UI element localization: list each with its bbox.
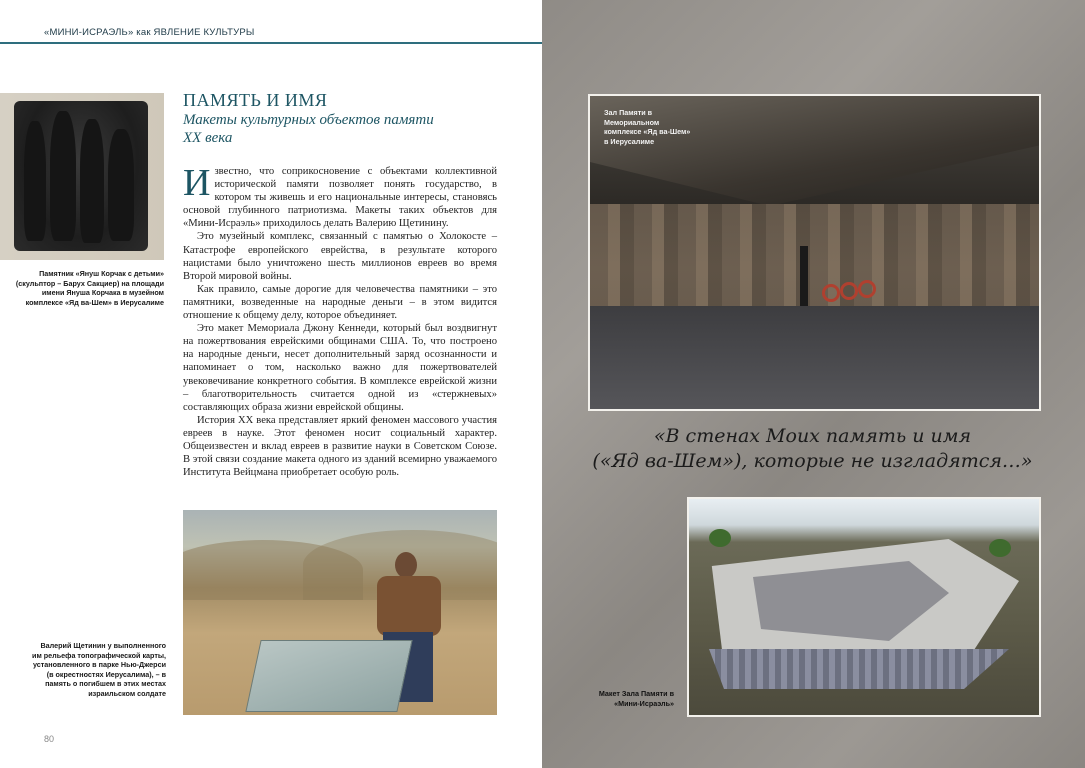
page-number: 80 [44, 734, 55, 744]
person-head [395, 552, 417, 578]
plant [709, 529, 731, 547]
dropcap: И [183, 162, 211, 204]
valery-photo [183, 510, 497, 715]
paragraph: Это музейный комплекс, связанный с памятью о Холокосте – Катастрофе европейского еврейства, в результате которого нацистами было уничтожено шесть миллионов евреев во время Второй мировой войны. [183, 231, 497, 282]
quote [588, 424, 1037, 474]
paragraph [183, 162, 497, 230]
hall-of-remembrance-photo [588, 94, 1041, 411]
left-page [0, 0, 542, 768]
header-rule [0, 42, 542, 44]
article-subtitle: Макеты культурных объектов памяти XX века [183, 112, 434, 146]
valery-caption: Валерий Щетинин у выполненного им рельефа топографической карты, установленного в парке Нью-Джерси (в окрестностях Иерусалима), – в память о погибшем в этих местах израильском солдате [32, 641, 166, 698]
article-body [183, 162, 497, 479]
paragraph: История XX века представляет яркий феномен массового участия евреев в науке. Этот феномен носит социальный характер. Общеизвестен и вклад евреев в развитие науки в Советском Союзе. В этой связи создание макета одного из зданий всемирно уважаемого Института Вейцмана приобретает особую роль. [183, 414, 497, 479]
plant [989, 539, 1011, 557]
wreath [858, 280, 876, 298]
paragraph-text: звестно, что соприкосновение с объектами коллективной исторической памяти позволяет понять государство, в котором ты живешь и его национальные интересы, становясь основой глубинного патриотизма. Макеты таких объектов для «Мини-Исраэль» приходилось делать Валерию Щетинину. [183, 166, 497, 230]
wreath [822, 284, 840, 302]
hall-caption: Зал Памяти в Мемориальном комплексе «Яд ва-Шем» в Иерусалиме [604, 108, 691, 146]
hall-floor [590, 306, 1039, 411]
relief-figure [108, 129, 134, 241]
paragraph: Это макет Мемориала Джону Кеннеди, который был воздвигнут на пожертвования еврейскими общинами США. То, что построено на народные деньги, несет дополнительный заряд осознанности и напоминает о том, насколько важно для пожертвователей увековечивание конкретного события. В комплексе еврейской жизни – благотворительность считается одной из «стержневых» составляющих образа жизни еврейской общины. [183, 323, 497, 413]
quote-line: («Яд ва-Шем»), которые не изгладятся…» [592, 450, 1033, 472]
eternal-flame [800, 246, 808, 306]
hall-model-photo [687, 497, 1041, 717]
hall-stone-wall [590, 204, 1039, 314]
model-caption: Макет Зала Памяти в «Мини-Исраэль» [598, 689, 674, 708]
quote-line: «В стенах Моих память и имя [653, 425, 972, 447]
paragraph: Как правило, самые дорогие для человечества памятники – это памятники, возведенные на народные деньги – в этом видится отношение к общему делу, которое объединяет. [183, 283, 497, 322]
model-base [709, 649, 1009, 689]
relief-figure [50, 111, 76, 241]
korczak-monument-photo [0, 93, 164, 260]
relief-figure [80, 119, 104, 243]
person-jacket [377, 576, 441, 636]
running-head: «МИНИ-ИСРАЭЛЬ» как ЯВЛЕНИЕ КУЛЬТУРЫ [44, 27, 255, 38]
relief-figure [24, 121, 46, 241]
relief-sculpture [14, 101, 148, 251]
article-title: ПАМЯТЬ И ИМЯ [183, 90, 328, 110]
wreath [840, 282, 858, 300]
korczak-caption: Памятник «Януш Корчак с детьми» (скульптор – Барух Сакциер) на площади имени Януша Корчака в музейном комплексе «Яд ва-Шем» в Иерусалиме [15, 269, 164, 307]
topographic-map-relief [245, 640, 412, 712]
